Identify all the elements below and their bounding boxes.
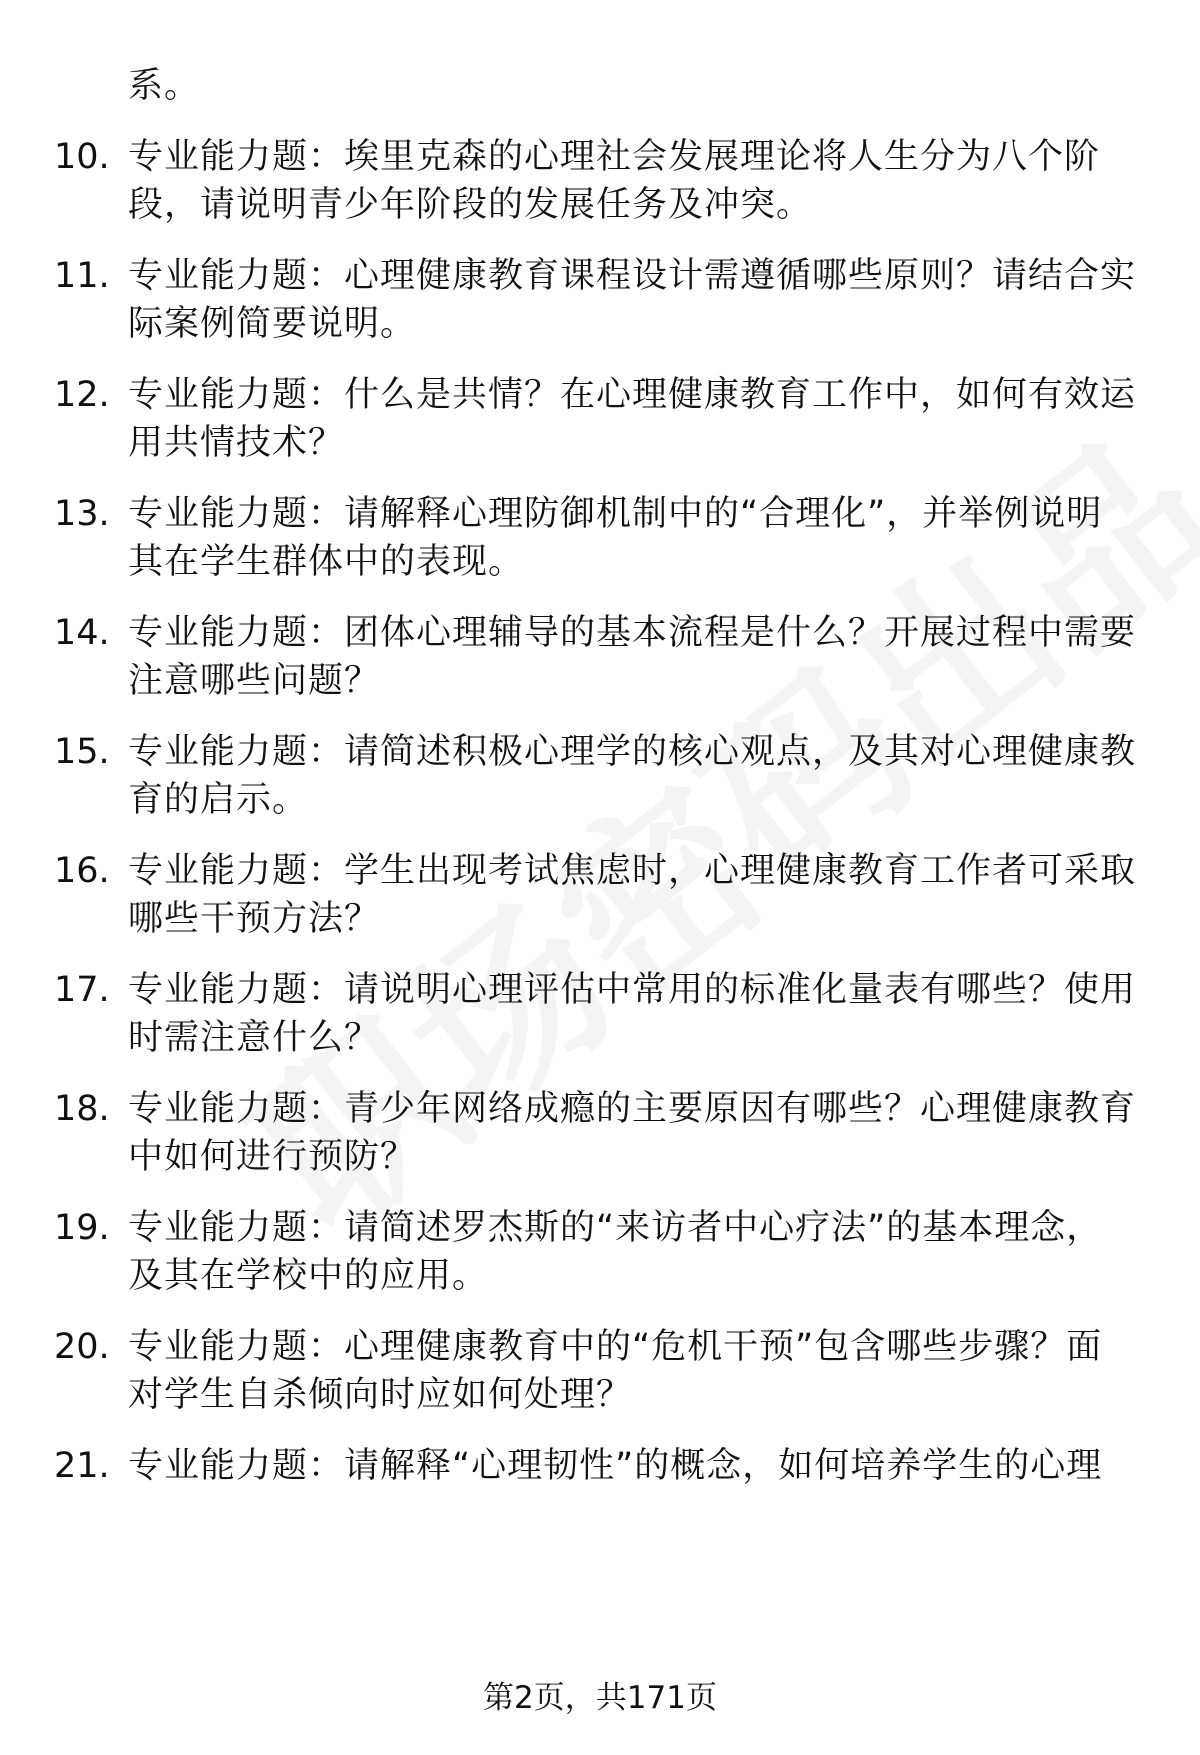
item-number: 15. bbox=[54, 732, 110, 772]
item-text bbox=[128, 1085, 1138, 1181]
item-text-line: 注意哪些问题？ bbox=[128, 661, 381, 701]
item-text-line: 用共情技术？ bbox=[128, 423, 345, 463]
item-text-line: 育的启示。 bbox=[128, 780, 309, 820]
item-number: 10. bbox=[54, 137, 110, 177]
item-text bbox=[128, 966, 1138, 1062]
item-number: 21. bbox=[54, 1446, 110, 1486]
item-text-line: 专业能力题：心理健康教育课程设计需遵循哪些原则？请结合实 bbox=[128, 256, 1137, 296]
item-text-line: 专业能力题：学生出现考试焦虑时，心理健康教育工作者可采取 bbox=[128, 851, 1137, 891]
item-number: 13. bbox=[54, 494, 110, 534]
item-text-line: 及其在学校中的应用。 bbox=[128, 1256, 489, 1296]
item-number: 12. bbox=[54, 375, 110, 415]
item-number: 14. bbox=[54, 613, 110, 653]
item-text-line: 专业能力题：请简述积极心理学的核心观点，及其对心理健康教 bbox=[128, 732, 1137, 772]
item-text-line: 际案例简要说明。 bbox=[128, 304, 417, 344]
item-text bbox=[128, 728, 1138, 824]
page-footer: 第2页，共171页 bbox=[483, 1680, 717, 1716]
carry-over-text: 系。 bbox=[128, 66, 201, 106]
item-text bbox=[128, 1442, 1138, 1490]
item-text-line: 时需注意什么？ bbox=[128, 1018, 381, 1058]
item-text-line: 专业能力题：团体心理辅导的基本流程是什么？开展过程中需要 bbox=[128, 613, 1137, 653]
item-text bbox=[128, 490, 1138, 586]
item-number: 18. bbox=[54, 1089, 110, 1129]
item-text-line: 中如何进行预防？ bbox=[128, 1137, 417, 1177]
item-text-line: 段，请说明青少年阶段的发展任务及冲突。 bbox=[128, 185, 813, 225]
item-number: 11. bbox=[54, 256, 110, 296]
item-text-line: 专业能力题：埃里克森的心理社会发展理论将人生分为八个阶 bbox=[128, 137, 1101, 177]
item-number: 16. bbox=[54, 851, 110, 891]
item-text bbox=[128, 1204, 1138, 1300]
item-text-line: 其在学生群体中的表现。 bbox=[128, 542, 525, 582]
item-text-line: 专业能力题：心理健康教育中的“危机干预”包含哪些步骤？面 bbox=[128, 1327, 1103, 1367]
item-text-line: 专业能力题：请说明心理评估中常用的标准化量表有哪些？使用 bbox=[128, 970, 1137, 1010]
item-text-line: 专业能力题：请解释“心理韧性”的概念，如何培养学生的心理 bbox=[128, 1446, 1103, 1486]
item-text-line: 专业能力题：请解释心理防御机制中的“合理化”，并举例说明 bbox=[128, 494, 1103, 534]
item-text bbox=[128, 1323, 1138, 1419]
item-text-line: 专业能力题：什么是共情？在心理健康教育工作中，如何有效运 bbox=[128, 375, 1137, 415]
item-text bbox=[128, 847, 1138, 943]
item-number: 19. bbox=[54, 1208, 110, 1248]
item-text-line: 专业能力题：青少年网络成瘾的主要原因有哪些？心理健康教育 bbox=[128, 1089, 1137, 1129]
item-text-line: 对学生自杀倾向时应如何处理？ bbox=[128, 1375, 633, 1415]
item-text bbox=[128, 252, 1138, 348]
item-text bbox=[128, 133, 1138, 229]
item-number: 20. bbox=[54, 1327, 110, 1367]
item-number: 17. bbox=[54, 970, 110, 1010]
item-text-line: 哪些干预方法？ bbox=[128, 899, 381, 939]
item-text bbox=[128, 371, 1138, 467]
item-text bbox=[128, 609, 1138, 705]
item-text-line: 专业能力题：请简述罗杰斯的“来访者中心疗法”的基本理念， bbox=[128, 1208, 1103, 1248]
